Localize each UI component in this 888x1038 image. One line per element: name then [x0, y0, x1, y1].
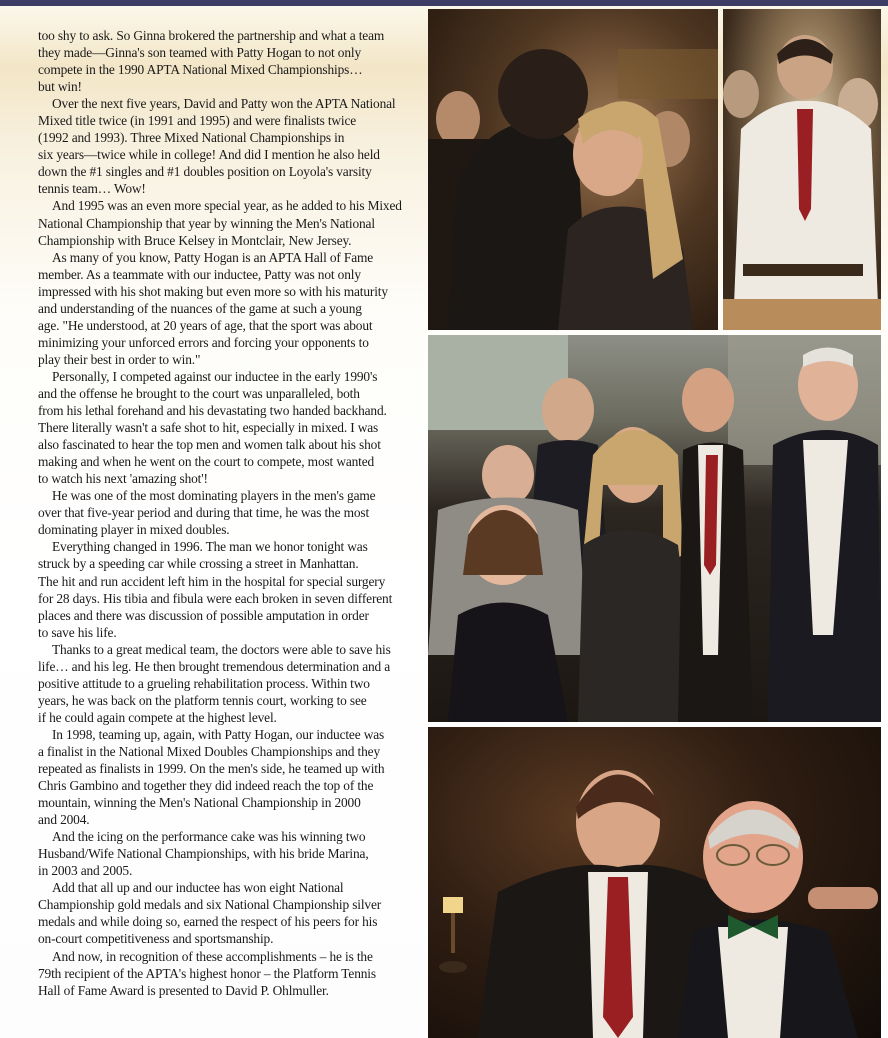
- article-line: and the offense he brought to the court was unparalleled, both: [38, 385, 360, 401]
- article-line: and understanding of the nuances of the game at such a young: [38, 300, 362, 316]
- article-line: medals and while doing so, earned the respect of his peers for his: [38, 914, 378, 930]
- article-line: As many of you know, Patty Hogan is an APTA Hall of Fame: [52, 249, 374, 265]
- article-line: too shy to ask. So Ginna brokered the partnership and what a team: [38, 28, 385, 43]
- article-line: Championship gold medals and six National Championship silver: [38, 897, 382, 913]
- article-line: In 1998, teaming up, again, with Patty Hogan, our inductee was: [52, 726, 385, 742]
- article-line: to save his life.: [38, 624, 117, 640]
- article-line: down the #1 singles and #1 doubles position on Loyola's varsity: [38, 164, 372, 180]
- article-line: There literally wasn't a safe shot to hit, especially in mixed. I was: [38, 420, 379, 436]
- article-line: over that five-year period and during that time, he was the most: [38, 505, 370, 521]
- article-line: tennis team… Wow!: [38, 181, 146, 197]
- article-line: member. As a teammate with our inductee, Patty was not only: [38, 266, 361, 282]
- article-line: from his lethal forehand and his devastating two handed backhand.: [38, 403, 387, 419]
- article-line: to watch his next 'amazing shot'!: [38, 471, 208, 487]
- article-paragraph: [38, 948, 406, 999]
- article-line: Mixed title twice (in 1991 and 1995) and were finalists twice: [38, 113, 357, 129]
- article-paragraph: [38, 249, 406, 368]
- article-line: in 2003 and 2005.: [38, 863, 133, 879]
- article-line: Chris Gambino and together they did indeed reach the top of the: [38, 778, 374, 794]
- article-line: Add that all up and our inductee has won eight National: [52, 880, 344, 896]
- article-line: dominating player in mixed doubles.: [38, 522, 230, 538]
- article-line: making and when he went on the court to compete, most wanted: [38, 454, 375, 470]
- article-line: Hall of Fame Award is presented to David P. Ohlmuller.: [38, 982, 329, 998]
- article-line: minimizing your unforced errors and forcing your opponents to: [38, 334, 369, 350]
- article-line: He was one of the most dominating players in the men's game: [52, 488, 376, 504]
- photo-group: [428, 335, 881, 722]
- article-line: positive attitude to a grueling rehabilitation process. Within two: [38, 675, 370, 691]
- article-paragraph: [38, 641, 406, 726]
- article-line: Over the next five years, David and Patty won the APTA National: [52, 96, 396, 112]
- article-line: And the icing on the performance cake was his winning two: [52, 829, 366, 845]
- article-paragraph: [38, 95, 406, 197]
- article-line: life… and his leg. He then brought tremendous determination and a: [38, 658, 391, 674]
- article-line: National Championship that year by winning the Men's National: [38, 215, 375, 231]
- article-line: if he could again compete at the highest level.: [38, 709, 277, 725]
- article-line: for 28 days. His tibia and fibula were each broken in seven different: [38, 590, 393, 606]
- photo-embrace: [428, 9, 718, 330]
- article-line: but win!: [38, 79, 82, 95]
- photo-two-men: [428, 727, 881, 1038]
- article-paragraph: [38, 368, 406, 487]
- article-line: also fascinated to hear the top men and women talk about his shot: [38, 437, 381, 453]
- article-paragraph: [38, 487, 406, 538]
- article-line: Husband/Wife National Championships, with his bride Marina,: [38, 846, 369, 862]
- article-line: and 2004.: [38, 812, 90, 828]
- article-line: years, he was back on the platform tennis court, working to see: [38, 692, 367, 708]
- article-line: Everything changed in 1996. The man we honor tonight was: [52, 539, 368, 555]
- article-text-column: [38, 27, 406, 1032]
- article-line: play their best in order to win.": [38, 351, 201, 367]
- article-line: impressed with his shot making but even more so with his maturity: [38, 283, 388, 299]
- article-line: 79th recipient of the APTA's highest honor – the Platform Tennis: [38, 965, 376, 981]
- article-line: repeated as finalists in 1999. On the men's side, he teamed up with: [38, 761, 385, 777]
- photo-man-white-shirt: [723, 9, 881, 330]
- article-line: And 1995 was an even more special year, as he added to his Mixed: [52, 198, 402, 214]
- article-line: The hit and run accident left him in the hospital for special surgery: [38, 573, 386, 589]
- article-paragraph: [38, 828, 406, 879]
- article-line: on-court competitiveness and sportsmanship.: [38, 931, 274, 947]
- article-line: age. "He understood, at 20 years of age, that the sport was about: [38, 317, 373, 333]
- article-paragraph: [38, 197, 406, 248]
- article-line: Personally, I competed against our inductee in the early 1990's: [52, 368, 378, 384]
- article-paragraph: [38, 879, 406, 947]
- article-paragraph: [38, 538, 406, 640]
- article-line: compete in the 1990 APTA National Mixed Championships…: [38, 62, 363, 78]
- article-line: six years—twice while in college! And did I mention he also held: [38, 147, 380, 163]
- article-line: And now, in recognition of these accomplishments – he is the: [52, 948, 373, 964]
- article-paragraph: [38, 27, 406, 95]
- article-line: places and there was discussion of possible amputation in order: [38, 607, 369, 623]
- article-line: (1992 and 1993). Three Mixed National Championships in: [38, 130, 345, 146]
- article-line: Thanks to a great medical team, the doctors were able to save his: [52, 641, 391, 657]
- article-line: mountain, winning the Men's National Championship in 2000: [38, 795, 361, 811]
- article-line: a finalist in the National Mixed Doubles Championships and they: [38, 743, 381, 759]
- article-line: struck by a speeding car while crossing a street in Manhattan.: [38, 556, 359, 572]
- article-line: they made—Ginna's son teamed with Patty Hogan to not only: [38, 45, 361, 61]
- article-paragraph: [38, 726, 406, 828]
- article-line: Championship with Bruce Kelsey in Montclair, New Jersey.: [38, 232, 352, 248]
